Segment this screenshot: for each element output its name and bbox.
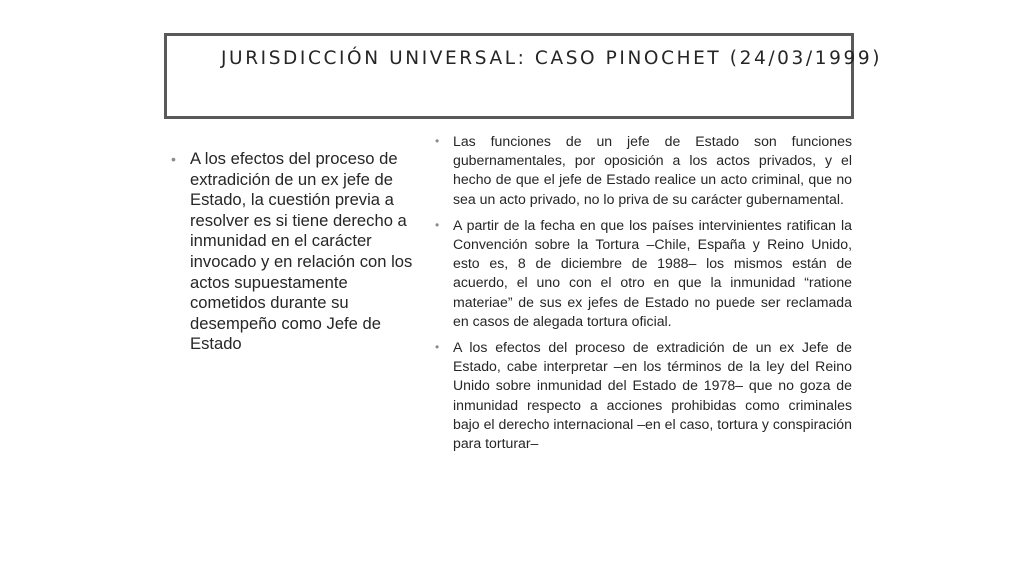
left-bullet-text: A los efectos del proceso de extradición de un ex jefe de Estado, la cuestión previa a resolver es si tiene derecho a inmunidad en el carácter invocado y en relación con los actos supuestamente cometidos durante su desempeño como Jefe de Estado xyxy=(190,149,413,354)
right-bullet-item xyxy=(434,216,852,331)
right-bullet-item xyxy=(434,132,852,209)
bullet-icon: • xyxy=(435,340,440,355)
left-bullet-item xyxy=(168,149,424,355)
right-column xyxy=(434,132,852,460)
right-bullet-item xyxy=(434,338,852,453)
title-box xyxy=(164,33,883,119)
right-bullet-text: A los efectos del proceso de extradición de un ex Jefe de Estado, cabe interpretar –en los términos de la ley del Reino Unido sobre inmunidad del Estado de 1978– que no goza de inmunidad respecto a acciones prohibidas como criminales bajo el derecho internacional –en el caso, tortura y conspiración para torturar– xyxy=(453,339,852,452)
right-bullet-text: A partir de la fecha en que los países intervinientes ratifican la Convención sobre la Tortura –Chile, España y Reino Unido, esto es, 8 de diciembre de 1988– los mismos están de acuerdo, el uno con el otro en que la inmunidad “ratione materiae” de sus ex jefes de Estado no puede ser reclamada en casos de alegada tortura oficial. xyxy=(453,216,852,329)
bullet-icon: • xyxy=(435,134,440,148)
bullet-icon: • xyxy=(435,217,440,232)
right-bullet-text: Las funciones de un jefe de Estado son funciones gubernamentales, por oposición a los actos privados, y el hecho de que el jefe de Estado realice un acto criminal, que no sea un acto privado, no lo priva de su carácter gubernamental. xyxy=(453,133,852,207)
slide-title: JURISDICCIÓN UNIVERSAL: CASO PINOCHET (24/03/1999) xyxy=(221,48,883,69)
left-column xyxy=(168,149,424,355)
bullet-icon: • xyxy=(171,151,176,167)
